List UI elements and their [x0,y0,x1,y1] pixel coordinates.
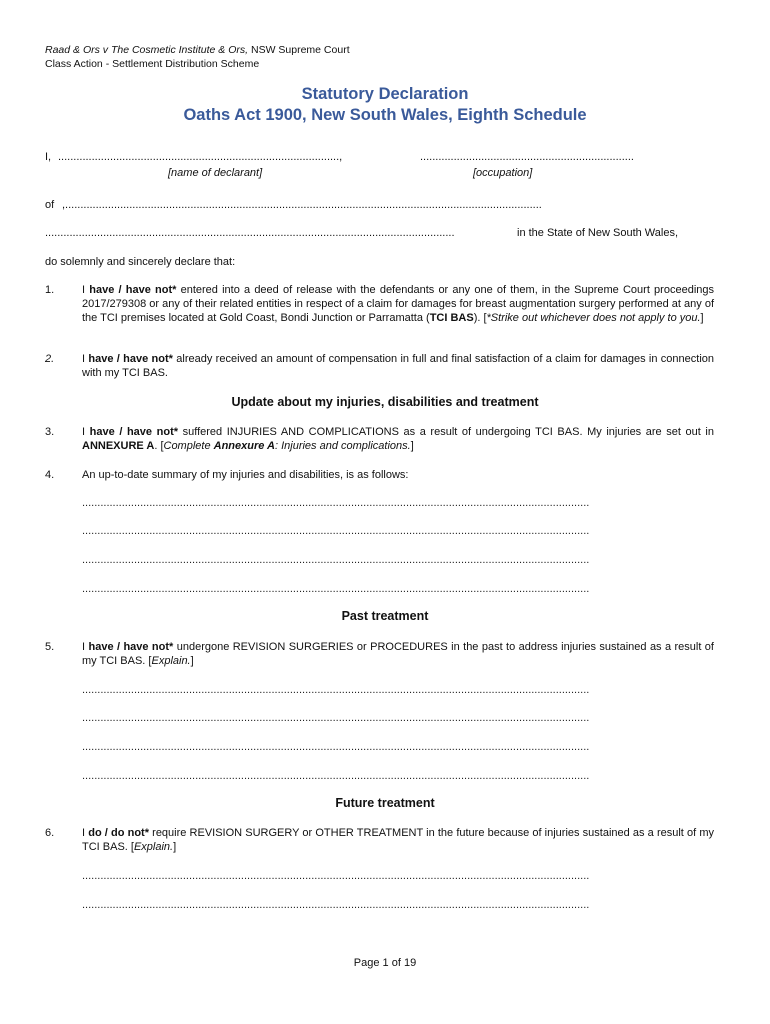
item-1-close: ] [700,312,704,324]
item-6-text [82,826,714,854]
injury-summary-line-2[interactable]: ...................................................................................................................................................................... [82,525,590,537]
item-6-close: ] [173,841,177,853]
item-number-5: 5. [45,641,55,653]
future-treatment-line-2[interactable]: ...................................................................................................................................................................... [82,899,590,911]
item-4-text: An up-to-date summary of my injuries and disabilities, is as follows: [82,469,409,481]
item-3-text [82,425,714,453]
item-6-body: require REVISION SURGERY or OTHER TREATMENT in the future because of injuries sustained as a result of my TCI BAS. [ [82,827,714,853]
have-have-not-option[interactable]: have / have not* [88,641,174,653]
strike-out-note: *Strike out whichever does not apply to you. [486,312,701,324]
injuries-note: : Injuries and complications. [274,440,411,452]
item-1-punct: ). [ [473,312,487,324]
solemn-declaration-text: do solemnly and sincerely declare that: [45,256,236,268]
item-number-4: 4. [45,469,55,481]
have-have-not-option[interactable]: have / have not* [88,353,173,365]
pronoun-i: I [82,426,86,438]
item-number-6: 6. [45,827,55,839]
have-have-not-option[interactable]: have / have not* [89,284,177,296]
case-header [45,44,350,57]
item-number-1: 1. [45,284,55,296]
pronoun-i: I [82,284,86,296]
future-treatment-heading: Future treatment [335,796,435,810]
document-title: Statutory Declaration [301,85,469,103]
item-2-text [82,352,714,380]
item-1-body: entered into a deed of release with the defendants or any one of them, in the Supreme Court proceedings 2017/279308 or any of their related entities in respect of a claim for damages for breast augmentation surgery performed at any of the TCI premises located at Gold Coast, Bondi Junction or Parramatta ( [82,284,714,324]
item-number-2: 2. [45,353,55,365]
injury-summary-line-4[interactable]: ...................................................................................................................................................................... [82,583,590,595]
have-have-not-option[interactable]: have / have not* [89,426,179,438]
past-treatment-line-1[interactable]: ...................................................................................................................................................................... [82,684,590,696]
item-5-text [82,640,714,668]
injury-summary-line-1[interactable]: ...................................................................................................................................................................... [82,497,590,509]
document-subtitle: Oaths Act 1900, New South Wales, Eighth Schedule [183,106,587,124]
item-5-close: ] [190,655,194,667]
item-3-body: suffered INJURIES AND COMPLICATIONS as a result of undergoing TCI BAS. My injuries are set out in [178,426,714,438]
occupation-label: [occupation] [473,167,533,179]
state-text: in the State of New South Wales, [517,227,679,239]
past-treatment-heading: Past treatment [341,609,429,623]
item-number-3: 3. [45,426,55,438]
item-1-text [82,283,714,325]
declarant-name-field[interactable]: ............................................................................................, [58,151,343,163]
court-name: NSW Supreme Court [248,44,350,56]
do-do-not-option[interactable]: do / do not* [88,827,149,839]
past-treatment-line-4[interactable]: ...................................................................................................................................................................... [82,770,590,782]
annexure-a-term: ANNEXURE A [82,440,155,452]
injury-summary-line-3[interactable]: ...................................................................................................................................................................... [82,554,590,566]
declarant-occupation-field[interactable]: ...................................................................... [420,151,634,163]
item-5-body: undergone REVISION SURGERIES or PROCEDURES in the past to address injuries sustained as a result of my TCI BAS. [ [82,641,714,667]
pronoun-i: I [82,353,86,365]
address-continuation-field[interactable]: ...................................................................................................................................... [45,227,455,239]
past-treatment-line-2[interactable]: ...................................................................................................................................................................... [82,712,590,724]
page-number: Page 1 of 19 [353,957,417,969]
scheme-header: Class Action - Settlement Distribution Scheme [45,58,260,70]
future-treatment-line-1[interactable]: ...................................................................................................................................................................... [82,870,590,882]
explain-note: Explain. [133,841,174,853]
annexure-a-note: Annexure A [213,440,275,452]
address-field[interactable]: ............................................................................................................................................................, [62,199,542,211]
case-name: Raad & Ors v The Cosmetic Institute & Ors, [45,44,249,56]
item-3-punct: . [ [154,440,164,452]
update-heading: Update about my injuries, disabilities and treatment [231,395,539,409]
complete-note: Complete [163,440,214,452]
tci-bas-term: TCI BAS [429,312,474,324]
item-2-body: already received an amount of compensation in full and final satisfaction of a claim for damages in connection with my TCI BAS. [82,353,714,379]
of-prefix: of [45,199,55,211]
item-3-close: ] [410,440,414,452]
past-treatment-line-3[interactable]: ...................................................................................................................................................................... [82,741,590,753]
pronoun-i: I [82,641,86,653]
explain-note: Explain. [151,655,191,667]
declarant-prefix: I, [45,151,52,163]
pronoun-i: I [82,827,86,839]
name-of-declarant-label: [name of declarant] [168,167,263,179]
